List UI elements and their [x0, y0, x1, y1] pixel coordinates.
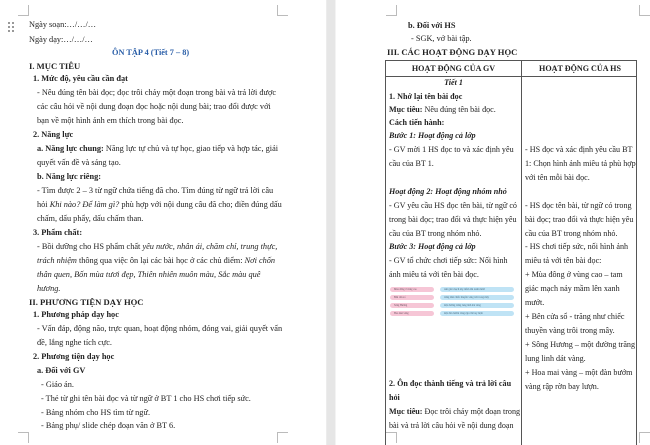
table-column-divider — [521, 61, 522, 445]
text-run-italic: Khi nào? Để làm gì? — [49, 200, 120, 209]
cell-text: bài đọc; trao đổi và thực hiện yêu — [525, 215, 634, 224]
goal-label: Mục tiêu: — [389, 407, 423, 416]
margin-marker — [18, 432, 29, 443]
section-heading-objectives: I. MỤC TIÊU — [29, 61, 81, 71]
table-header-divider — [386, 76, 636, 77]
step-heading: Bước 3: Hoạt động cả lớp — [389, 242, 476, 251]
paragraph-line: các câu hỏi về nội dung đoạn đọc hoặc nội dung bài; trao đổi được với — [37, 102, 271, 111]
cell-text: - HS đọc và xác định yêu cầu BT — [525, 145, 633, 154]
date-prepared: Ngày soạn:…/…/… — [29, 20, 97, 29]
activity-heading: hỏi — [389, 393, 400, 402]
goal-label: Mục tiêu: — [389, 105, 423, 114]
margin-marker — [639, 5, 650, 16]
subheading-methods: 1. Phương pháp dạy học — [33, 310, 119, 319]
paragraph-line — [37, 144, 278, 154]
cell-text: cầu của BT trong nhóm nhỏ. — [525, 229, 618, 238]
subheading-for-teacher: a. Đối với GV — [37, 366, 86, 375]
list-item: - Giáo án. — [41, 380, 74, 389]
margin-marker — [639, 432, 650, 443]
cell-text: + Bên cửa sổ - trăng như chiếc — [525, 312, 625, 321]
cell-text: ảnh miêu tả với tên bài đọc. — [389, 270, 479, 279]
cell-text: vàng rập rờn bay lượn. — [525, 382, 599, 391]
cell-text: miêu tả với tên bài đọc: — [525, 256, 602, 265]
subheading-means: 2. Phương tiện dạy học — [33, 352, 115, 361]
lesson-title-card: Bên cửa sổ — [390, 295, 434, 300]
table-header-teacher: HOẠT ĐỘNG CỦA GV — [411, 64, 496, 73]
procedure-label: Cách tiến hành: — [389, 118, 445, 127]
cell-text: - GV tổ chức chơi tiếp sức: Nối hình — [389, 256, 508, 265]
text-run: phù hợp với nội dung câu đã cho; điền đúng dấu — [119, 200, 282, 209]
subheading-competence: 2. Năng lực — [33, 130, 74, 139]
description-card: một đường trăng lung linh dát vàng — [440, 303, 514, 308]
paragraph-line: đề, lắng nghe tích cực. — [37, 338, 112, 347]
paragraph-line: - Nêu đúng tên bài đọc; đọc trôi chảy một đoạn trong bài và trả lời được — [37, 88, 277, 97]
cell-text: 1: Chọn hình ảnh miêu tả phù hợp — [525, 159, 636, 168]
description-card: một đàn bướm vàng rập rờn bay lượn — [440, 311, 514, 316]
cell-text: lung linh dát vàng. — [525, 354, 586, 363]
text-general-competence: Năng lực tự chủ và tự học, giao tiếp và hợp tác, giải — [103, 144, 279, 153]
text-run-italic: Nơi chốn — [244, 256, 276, 265]
cell-text: + Sông Hương – một đường trăng — [525, 340, 636, 349]
subheading-specific-competence: b. Năng lực riêng: — [37, 172, 101, 181]
section-heading-teaching-means: II. PHƯƠNG TIỆN DẠY HỌC — [29, 297, 144, 307]
goal-line — [389, 105, 496, 115]
cell-text: với tên mỗi bài đọc. — [525, 173, 590, 182]
text-run: thông qua việc ôn lại các bài học ở các chủ điểm: — [76, 256, 245, 265]
goal-line — [389, 407, 520, 417]
list-item: - Thẻ từ ghi tên bài đọc và từ ngữ ở BT 1 cho HS chơi tiếp sức. — [41, 394, 251, 403]
cell-text: + Hoa mai vàng – một đàn bướm — [525, 368, 633, 377]
section-heading-activities: III. CÁC HOẠT ĐỘNG DẠY HỌC — [387, 47, 518, 57]
period-label: Tiết 1 — [444, 78, 463, 87]
table-move-handle-icon[interactable] — [8, 22, 16, 32]
paragraph-line — [37, 242, 277, 252]
paragraph-line — [37, 200, 282, 210]
cell-text: - HS đọc tên bài, từ ngữ có trong — [525, 201, 632, 210]
cell-text: - HS chơi tiếp sức, nối hình ảnh — [525, 242, 629, 251]
cell-text: thuyền vàng trôi trong mây. — [525, 326, 615, 335]
date-taught: Ngày dạy:…/…/… — [29, 35, 93, 44]
description-card: trăng như chiếc thuyền vàng trôi trong mây — [440, 295, 514, 300]
cell-text: mướt. — [525, 298, 545, 307]
matching-exercise-image — [390, 287, 518, 337]
activities-table — [385, 60, 637, 445]
margin-marker — [386, 5, 397, 16]
paragraph-line: - Tìm được 2 – 3 từ ngữ chứa tiếng đã cho. Tìm đúng từ ngữ trả lời câu — [37, 186, 274, 195]
subheading-for-students: b. Đối với HS — [408, 21, 456, 30]
subheading-qualities: 3. Phẩm chất: — [33, 228, 83, 237]
text-run: hỏi — [37, 200, 50, 209]
cell-text: cầu của BT trong nhóm nhỏ. — [389, 229, 482, 238]
margin-marker — [277, 432, 288, 443]
list-item: - Bảng phụ/ slide chép đoạn văn ở BT 6. — [41, 421, 176, 430]
cell-text: trong bài đọc; trao đổi và thực hiện yêu — [389, 215, 517, 224]
goal-text: Nêu đúng tên bài đọc. — [422, 105, 496, 114]
paragraph-line: chấm, dấu phẩy, dấu chấm than. — [37, 214, 144, 223]
page-gutter — [326, 0, 336, 445]
step-heading: Hoạt động 2: Hoạt động nhóm nhỏ — [389, 187, 507, 196]
step-heading: Bước 1: Hoạt động cả lớp — [389, 131, 476, 140]
list-item: - Bảng nhóm cho HS tìm từ ngữ. — [41, 408, 151, 417]
cell-text: - GV mời 1 HS đọc to và xác định yêu — [389, 145, 514, 154]
text-run-italic: trách nhiệm — [37, 256, 77, 265]
lesson-title-card: Mùa đông ở vùng cao — [390, 287, 434, 292]
paragraph-line: quyết vấn đề và sáng tạo. — [37, 158, 121, 167]
margin-marker — [18, 5, 29, 16]
text-run-italic: yêu nước, nhân ái, chăm chỉ, trung thực, — [142, 242, 278, 251]
table-header-student: HOẠT ĐỘNG CỦA HS — [539, 64, 621, 73]
subheading-requirements: 1. Mức độ, yêu cầu cần đạt — [33, 74, 128, 83]
label-general-competence: a. Năng lực chung: — [37, 144, 104, 153]
cell-text: + Mùa đông ở vùng cao – tam — [525, 270, 623, 279]
activity-heading: 1. Nhớ lại tên bài đọc — [389, 92, 463, 101]
paragraph-line: thân quen, Bốn mùa tươi đẹp, Thiên nhiên muôn màu, Sắc màu quê — [37, 270, 261, 279]
lesson-title-card: Hoa mai vàng — [390, 311, 434, 316]
goal-text: Đọc trôi chảy một đoạn trong — [422, 407, 521, 416]
description-card: tam giác mạch nảy mầm lên xanh mướt — [440, 287, 514, 292]
text-run: - Bồi dưỡng cho HS phẩm chất — [37, 242, 143, 251]
cell-text: cầu của BT 1. — [389, 159, 434, 168]
page-title: ÔN TẬP 4 (Tiết 7 – 8) — [112, 48, 190, 57]
cell-text: - GV yêu cầu HS đọc tên bài, từ ngữ có — [389, 201, 517, 210]
paragraph-line — [37, 256, 275, 266]
activity-heading: 2. Ôn đọc thành tiếng và trả lời câu — [389, 379, 512, 388]
margin-marker — [277, 5, 288, 16]
paragraph-line: - Vấn đáp, động não, trực quan, hoạt động nhóm, đóng vai, giải quyết vấn — [37, 324, 283, 333]
paragraph-line: hương. — [37, 284, 61, 293]
list-item: - SGK, vở bài tập. — [411, 34, 472, 43]
document-page-right — [336, 0, 650, 445]
cell-text: giác mạch nảy mầm lên xanh — [525, 284, 620, 293]
lesson-title-card: Sông Hương — [390, 303, 434, 308]
cell-text: bài và trả lời câu hỏi về nội dung đoạn — [389, 421, 514, 430]
paragraph-line: bạn về một hình ảnh em thích trong bài đọc. — [37, 116, 184, 125]
